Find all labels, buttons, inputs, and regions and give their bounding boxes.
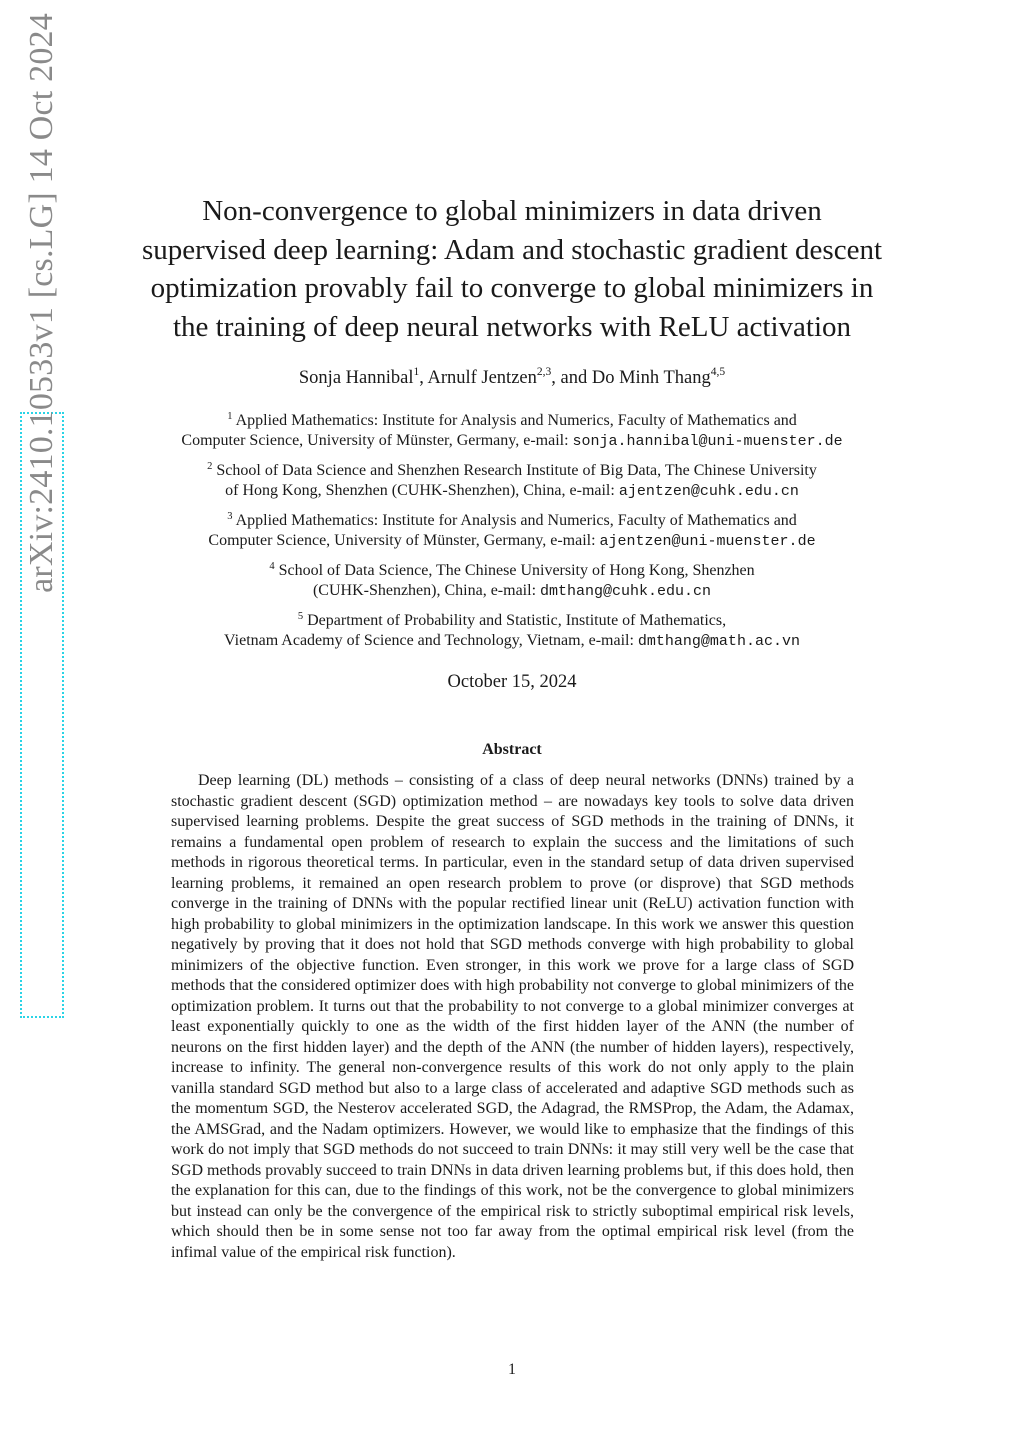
abstract-body: Deep learning (DL) methods – consisting of a class of deep neural networks (DNNs) trained by a stochastic gradient descent (SGD) optimization method – are nowadays key tools to solve data driven supervised learning problems. Despite the great success of SGD methods in the training of DNNs, it remains a fundamental open problem of research to explain the success and the limitations of such methods in rigorous theoretical terms. In particular, even in the standard setup of data driven supervised learning problems, it remained an open research problem to prove (or disprove) that SGD methods converge in the training of DNNs with the popular rectified linear unit (ReLU) activation function with high probability to global minimizers in the optimization landscape. In this work we answer this question negatively by proving that it does not hold that SGD methods converge with high probability to global minimizers of the objective function. Even stronger, in this work we prove for a large class of SGD methods that the considered optimizer does with high probability not converge to global minimizers of the optimization problem. It turns out that the probability to not converge to a global minimizer converges at least exponentially quickly to one as the width of the first hidden layer of the ANN (the number of neurons on the first hidden layer) and the depth of the ANN (the number of hidden layers), respectively, increase to infinity. The general non-convergence results of this work do not only apply to the plain vanilla standard SGD method but also to a large class of accelerated and adaptive SGD methods such as the momentum SGD, the Nesterov accelerated SGD, the Adagrad, the RMSProp, the Adam, the Adamax, the AMSGrad, and the Nadam optimizers. However, we would like to emphasize that the findings of this work do not imply that SGD methods do not succeed to train DNNs: it may still very well be the case that SGD methods provably succeed to train DNNs in data driven learning problems but, if this does hold, then the explanation for this can, due to the findings of this work, not be the convergence to global minimizers but instead can only be the convergence of the empirical risk to strictly suboptimal empirical risk levels, which should then be in some sense not too far away from the optimal empirical risk level (from the infimal value of the empirical risk function). [171,772,854,1261]
title-line: supervised deep learning: Adam and stochastic gradient descent [141,233,883,266]
affiliation-line [100,431,924,452]
affiliation-line [100,411,924,431]
affiliation-line [100,531,924,552]
affiliation-line [100,631,924,652]
email-link[interactable]: sonja.hannibal@uni-muenster.de [572,433,843,450]
email-link[interactable]: dmthang@cuhk.edu.cn [540,583,712,600]
affiliation-text: (CUHK-Shenzhen), China, e-mail: [312,582,541,599]
affiliation-list [100,411,924,661]
affiliation-text: Computer Science, University of Münster, Germany, e-mail: [181,432,573,449]
affiliation [100,461,924,502]
author-affil-mark: 1 [413,366,420,378]
title-line: optimization provably fail to converge to global minimizers in [150,272,874,304]
affiliation-line [100,611,924,631]
author-affil-mark: 4,5 [710,366,726,378]
title-line: the training of deep neural networks with ReLU activation [172,310,852,343]
paper-date: October 15, 2024 [447,672,577,692]
author-separator: , and [551,368,592,388]
affiliation-text: School of Data Science and Shenzhen Research Institute of Big Data, The Chinese University [216,462,817,479]
paper-title [100,192,924,346]
affiliation-line [100,461,924,481]
title-line: Non-convergence to global minimizers in data driven [202,195,822,227]
affiliation [100,611,924,652]
abstract-heading: Abstract [482,741,542,758]
affiliation [100,511,924,552]
email-link[interactable]: dmthang@math.ac.vn [637,633,800,650]
page-number: 1 [508,1361,516,1378]
affiliation-text: Applied Mathematics: Institute for Analysis and Numerics, Faculty of Mathematics and [235,412,797,429]
author-name: Arnulf Jentzen [427,368,537,388]
author-affil-mark: 2,3 [536,366,552,378]
author-name: Do Minh Thang [591,368,711,388]
affiliation-text: Vietnam Academy of Science and Technology, Vietnam, e-mail: [224,632,638,649]
affiliation-text: Applied Mathematics: Institute for Analysis and Numerics, Faculty of Mathematics and [235,512,797,529]
email-link[interactable]: ajentzen@uni-muenster.de [599,533,816,550]
affiliation-mark: 5 [297,611,304,622]
affiliation-mark: 1 [227,411,233,422]
affiliation-line [100,481,924,502]
author-separator: , [419,368,428,388]
author-name: Sonja Hannibal [298,368,414,388]
affiliation [100,411,924,452]
email-link[interactable]: ajentzen@cuhk.edu.cn [618,483,799,500]
affiliation-text: of Hong Kong, Shenzhen (CUHK-Shenzhen), China, e-mail: [225,482,619,499]
affiliation [100,561,924,602]
arxiv-stamp-text: arXiv:2410.10533v1 [cs.LG] 14 Oct 2024 [23,13,60,593]
affiliation-text: School of Data Science, The Chinese University of Hong Kong, Shenzhen [278,562,755,579]
affiliation-line [100,511,924,531]
affiliation-line [100,561,924,581]
affiliation-mark: 3 [227,511,233,522]
affiliation-mark: 4 [269,561,275,572]
author-list [100,366,924,390]
affiliation-text: Department of Probability and Statistic, Institute of Mathematics, [307,612,727,629]
affiliation-text: Computer Science, University of Münster, Germany, e-mail: [208,532,600,549]
affiliation-line [100,581,924,602]
affiliation-mark: 2 [207,461,213,472]
